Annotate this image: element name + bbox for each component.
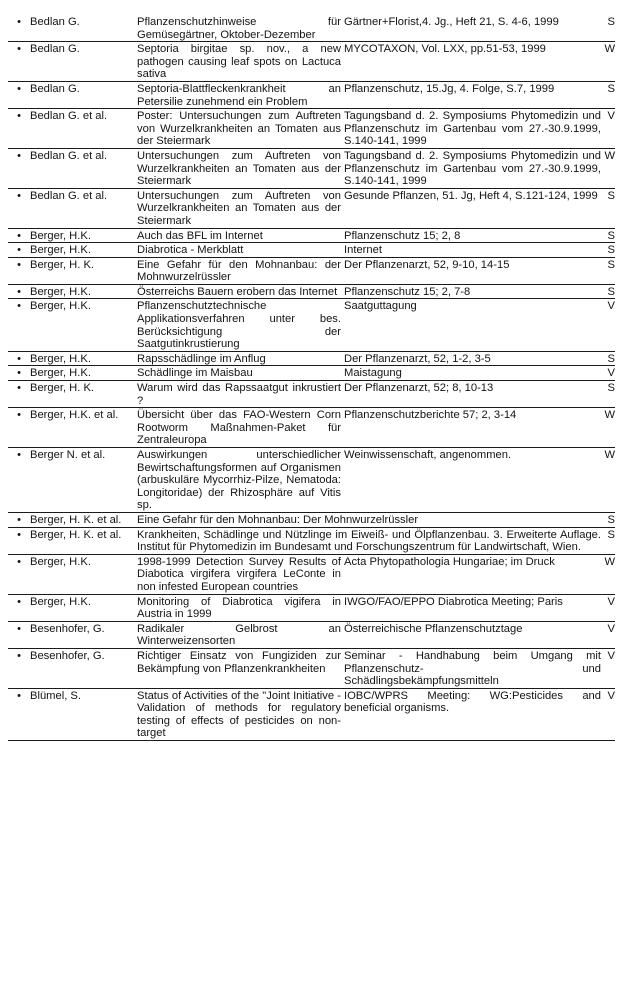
publication-entry [8,149,615,189]
entry-source: IOBC/WPRS Meeting: WG:Pesticides and beneficial organisms. [344,689,601,715]
entry-author: Besenhofer, G. [30,649,105,662]
bullet-icon: • [17,285,21,298]
entry-title: Status of Activities of the "Joint Initiative - Validation of methods for regulatory testing of effects of pesticides on non-target [137,689,341,740]
bullet-icon: • [17,449,21,461]
publication-list [8,15,615,741]
publication-entry [8,649,615,689]
entry-type: S [607,513,615,526]
entry-author: Berger, H.K. et al. [30,409,119,422]
entry-title: Poster: Untersuchungen zum Auftreten von Wurzelkrankheiten an Tomaten aus der Steiermark [137,110,341,148]
entry-author: Besenhofer, G. [30,622,105,635]
entry-title: Monitoring of Diabrotica vigifera in Austria in 1999 [137,595,341,621]
entry-source: Österreichische Pflanzenschutztage [344,622,523,635]
publication-entry [8,285,615,300]
bullet-icon: • [17,229,21,242]
entry-source: Saatguttagung [344,300,417,313]
entry-author: Berger, H.K. [30,300,91,313]
entry-source: Pflanzenschutzberichte 57; 2, 3-14 [344,409,517,422]
entry-source: Weinwissenschaft, angenommen. [344,449,512,461]
publication-entry [8,109,615,149]
bullet-icon: • [17,110,21,123]
entry-type: S [607,244,615,257]
entry-type: S [607,258,615,271]
entry-source: Pflanzenschutz 15; 2, 7-8 [344,285,471,298]
publication-entry [8,622,615,649]
publication-entry [8,189,615,229]
entry-title: Auswirkungen unterschiedlicher Bewirtschaftungsformen auf Organismen (arbuskuläre Mycorrhiz-Pilze, Nematoda: Longitoridae) der Rhizosphäre auf Vitis sp. [137,449,341,512]
entry-title: Untersuchungen zum Auftreten von Wurzelkrankheiten an Tomaten aus der Steiermark [137,149,341,188]
entry-author: Berger, H.K. [30,367,91,380]
entry-type: S [607,229,615,242]
entry-title: Septoria-Blattfleckenkrankheit an Petersilie zunehmend ein Problem [137,82,341,108]
entry-type: S [607,189,615,202]
entry-type: S [607,352,615,365]
entry-author: Berger N. et al. [30,449,106,461]
entry-type: V [607,110,615,123]
entry-type: V [607,300,615,313]
entry-title: Übersicht über das FAO-Western Corn Rootworm Maßnahmen-Paket für Zentraleuropa [137,409,341,447]
entry-title: Septoria birgitae sp. nov., a new pathogen causing leaf spots on Lactuca sativa [137,43,341,81]
entry-author: Berger, H.K. [30,352,91,365]
publication-entry [8,408,615,448]
publication-entry [8,381,615,408]
entry-author: Blümel, S. [30,689,81,702]
publication-entry [8,448,615,513]
bullet-icon: • [17,149,21,162]
entry-author: Berger, H.K. [30,595,91,608]
entry-title: Untersuchungen zum Auftreten von Wurzelkrankheiten an Tomaten aus der Steiermark [137,189,341,227]
entry-title: Auch das BFL im Internet [137,229,263,242]
entry-source: Gärtner+Florist,4. Jg., Heft 21, S. 4-6, 1999 [344,16,559,28]
entry-author: Berger, H.K. [30,285,91,298]
entry-type: V [607,595,615,608]
entry-author: Bedlan G. et al. [30,149,108,162]
entry-author: Berger, H.K. [30,555,91,568]
bullet-icon: • [17,622,21,635]
entry-type: S [607,285,615,298]
entry-type: V [607,689,615,702]
entry-title: Eine Gefahr für den Mohnanbau: der Mohnwurzelrüssler [137,258,341,284]
publication-entry [8,82,615,109]
entry-source: Eine Gefahr für den Mohnanbau: Der Mohnwurzelrüssler [137,513,419,526]
bullet-icon: • [17,367,21,380]
entry-author: Bedlan G. [30,16,80,28]
bullet-icon: • [17,300,21,313]
bullet-icon: • [17,244,21,257]
entry-source: IWGO/FAO/EPPO Diabrotica Meeting; Paris [344,595,563,608]
bullet-icon: • [17,513,21,526]
bullet-icon: • [17,258,21,271]
publication-entry [8,243,615,258]
bullet-icon: • [17,528,21,541]
bullet-icon: • [17,555,21,568]
entry-title: Schädlinge im Maisbau [137,367,253,380]
publication-entry [8,528,615,555]
entry-author: Berger, H. K. et al. [30,513,122,526]
entry-source: Pflanzenschutz 15; 2, 8 [344,229,461,242]
entry-type: V [607,367,615,380]
publication-entry [8,42,615,82]
entry-source: Maistagung [344,367,402,380]
entry-source: Tagungsband d. 2. Symposiums Phytomedizin und Pflanzenschutz im Gartenbau vom 27.-30.9.1999, S.140-141, 1999 [344,110,601,148]
entry-type: V [607,622,615,635]
entry-type: W [604,43,615,56]
entry-type: S [607,528,615,541]
entry-title: Richtiger Einsatz von Fungiziden zur Bekämpfung von Pflanzenkrankheiten [137,649,341,675]
entry-source: Der Pflanzenarzt, 52, 9-10, 14-15 [344,258,510,271]
bullet-icon: • [17,16,21,28]
bullet-icon: • [17,409,21,422]
entry-title: Radikaler Gelbrost an Winterweizensorten [137,622,341,648]
entry-author: Berger, H.K. [30,244,91,257]
entry-title: Diabrotica - Merkblatt [137,244,244,257]
entry-author: Bedlan G. [30,82,80,95]
entry-type: S [607,382,615,395]
entry-type: W [604,149,615,162]
entry-title: Rapsschädlinge im Anflug [137,352,266,365]
entry-title: Warum wird das Rapssaatgut inkrustiert ? [137,382,341,407]
entry-author: Bedlan G. et al. [30,189,108,202]
entry-source: Krankheiten, Schädlinge und Nützlinge im Eiweiß- und Ölpflanzenbau. 3. Erweiterte Auflage. Institut für Phytomedizin im Bundesamt und Forschungszentrum für Landwirtschaft, Wien. [137,528,601,554]
entry-source: Acta Phytopathologia Hungariae; im Druck [344,555,555,568]
entry-source: MYCOTAXON, Vol. LXX, pp.51-53, 1999 [344,43,546,56]
entry-source: Der Pflanzenarzt, 52; 8, 10-13 [344,382,494,395]
entry-title: Pflanzenschutzhinweise für Gemüsegärtner, Oktober-Dezember [137,16,341,41]
entry-author: Berger, H. K. [30,258,95,271]
bullet-icon: • [17,189,21,202]
entry-title: Österreichs Bauern erobern das Internet [137,285,338,298]
bullet-icon: • [17,82,21,95]
entry-author: Bedlan G. [30,43,80,56]
entry-source: Tagungsband d. 2. Symposiums Phytomedizin und Pflanzenschutz im Gartenbau vom 27.-30.9.1999, S.140-141, 1999 [344,149,601,188]
entry-type: S [607,16,615,28]
entry-source: Gesunde Pflanzen, 51. Jg, Heft 4, S.121-124, 1999 [344,189,598,202]
bullet-icon: • [17,595,21,608]
publication-entry [8,595,615,622]
bullet-icon: • [17,649,21,662]
bullet-icon: • [17,689,21,702]
publication-entry [8,299,615,351]
entry-title: Pflanzenschutztechnische Applikationsverfahren unter bes. Berücksichtigung der Saatgutinkrustierung [137,300,341,351]
entry-type: W [604,409,615,422]
publication-entry [8,689,615,741]
bullet-icon: • [17,352,21,365]
bullet-icon: • [17,382,21,395]
entry-type: V [607,649,615,662]
entry-source: Seminar - Handhabung beim Umgang mit Pflanzenschutz- und Schädlingsbekämpfungsmitteln [344,649,601,688]
entry-author: Berger, H. K. [30,382,95,395]
entry-author: Bedlan G. et al. [30,110,108,123]
entry-type: W [604,555,615,568]
publication-entry [8,555,615,595]
publication-entry [8,513,615,528]
publication-entry [8,366,615,381]
publication-entry [8,15,615,42]
entry-source: Internet [344,244,382,257]
entry-title: 1998-1999 Detection Survey Results of Diabotica virgifera virgifera LeConte in non infested European countries [137,555,341,593]
entry-type: S [607,82,615,95]
publication-entry [8,258,615,285]
entry-type: W [604,449,615,461]
entry-source: Pflanzenschutz, 15.Jg, 4. Folge, S.7, 1999 [344,82,555,95]
entry-author: Berger, H.K. [30,229,91,242]
publication-entry [8,352,615,367]
entry-author: Berger, H. K. et al. [30,528,122,541]
entry-source: Der Pflanzenarzt, 52, 1-2, 3-5 [344,352,491,365]
bullet-icon: • [17,43,21,56]
publication-entry [8,229,615,244]
